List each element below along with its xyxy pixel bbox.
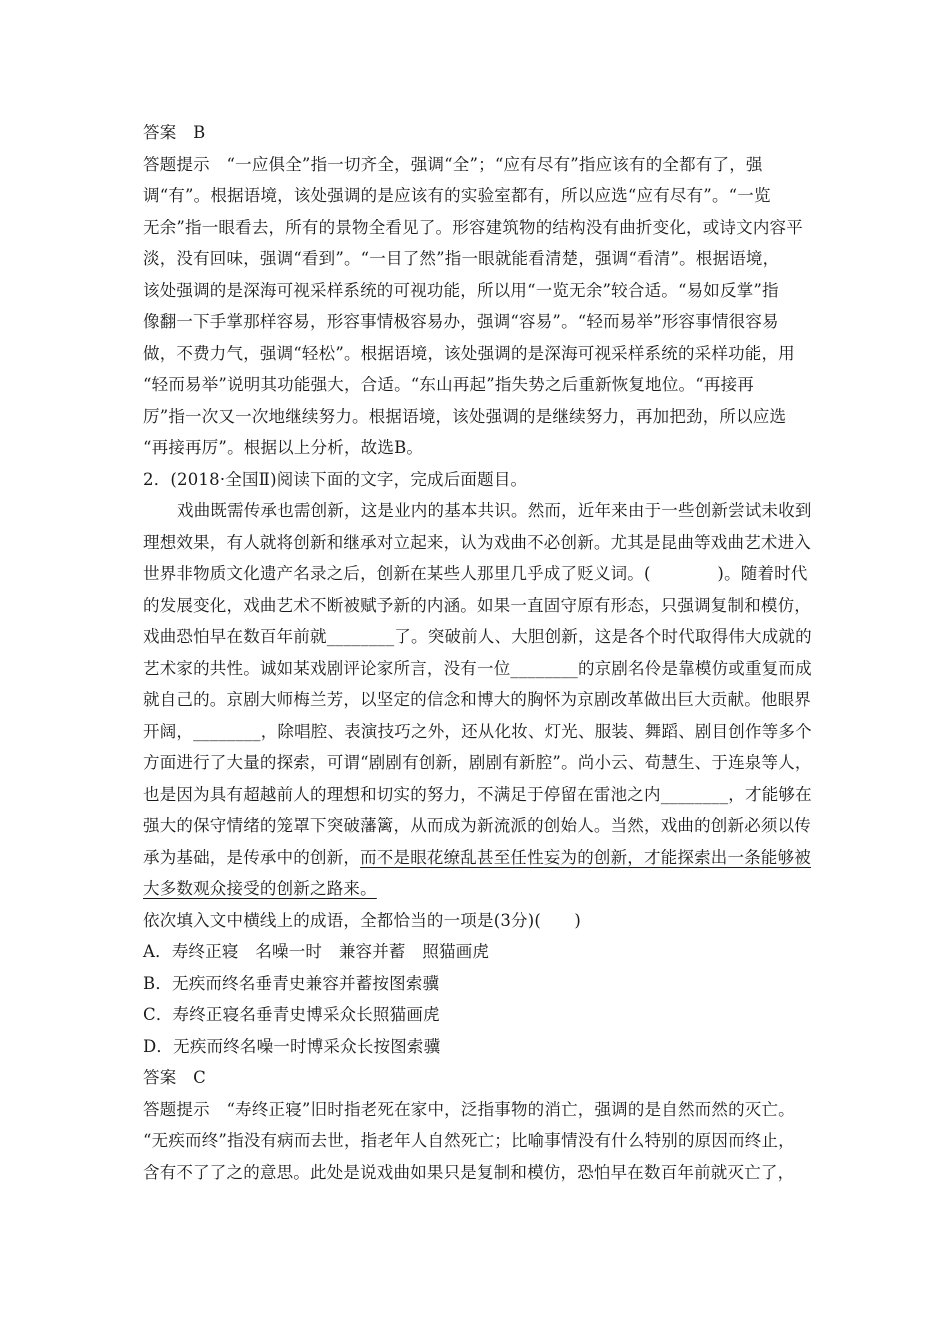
passage-line: 方面进行了大量的探索，可谓“剧剧有创新，剧剧有新腔”。尚小云、荀慧生、于连泉等人， (143, 753, 812, 772)
passage-line: 理想效果，有人就将创新和继承对立起来，认为戏曲不必创新。尤其是昆曲等戏曲艺术进入 (143, 532, 811, 552)
question-2-heading: 2．(2018·全国Ⅱ)阅读下面的文字，完成后面题目。 (143, 469, 528, 489)
answer-1-hint-line: “轻而易举”说明其功能强大，合适。“东山再起”指失势之后重新恢复地位。“再接再 (143, 375, 754, 394)
option-c: C．寿终正寝名垂青史博采众长照猫画虎 (143, 1005, 440, 1024)
passage-plain-text: 承为基础，是传承中的创新， (143, 847, 361, 867)
passage-line: 世界非物质文化遗产名录之后，创新在某些人那里几乎成了贬义词。( )。随着时代 (143, 564, 808, 583)
answer-1-label: 答案 B (143, 123, 206, 142)
passage-line: 开阔，________，除唱腔、表演技巧之外，还从化妆、灯光、服装、舞蹈、剧目创作等多个 (143, 721, 812, 741)
underlined-sentence: 大多数观众接受的创新之路来。 (143, 879, 377, 898)
document-page (143, 117, 815, 1188)
answer-1-hint-line: 该处强调的是深海可视采样系统的可视功能，所以用“一览无余”较合适。“易如反掌”指 (143, 280, 779, 300)
passage-line: 戏曲恐怕早在数百年前就________了。突破前人、大胆创新，这是各个时代取得伟大成就的 (143, 627, 812, 646)
passage-line: 就自己的。京剧大师梅兰芳，以坚定的信念和博大的胸怀为京剧改革做出巨大贡献。他眼界 (143, 690, 811, 709)
passage-line: 也是因为具有超越前人的理想和切实的努力，不满足于停留在雷池之内________，才能够在 (143, 784, 812, 804)
passage-line (143, 873, 815, 905)
answer-1-hint-line: “再接再厉”。根据以上分析，故选B。 (143, 438, 424, 457)
answer-2-hint-line: 含有不了了之的意思。此处是说戏曲如果只是复制和模仿，恐怕早在数百年前就灭亡了， (143, 1162, 795, 1182)
answer-1-hint-line: 无余”指一眼看去，所有的景物全看见了。形容建筑物的结构没有曲折变化，或诗文内容平 (143, 217, 803, 237)
answer-2-hint-line: “无疾而终”指没有病而去世，指老年人自然死亡；比喻事情没有什么特别的原因而终止， (143, 1131, 795, 1150)
question-2-prompt: 依次填入文中横线上的成语，全都恰当的一项是(3分)( ) (143, 910, 582, 930)
passage-line: 强大的保守情绪的笼罩下突破藩篱，从而成为新流派的创始人。当然，戏曲的创新必须以传 (143, 816, 811, 835)
answer-1-hint-line: 答题提示 “一应俱全”指一切齐全，强调“全”；“应有尽有”指应该有的全都有了，强 (143, 154, 763, 174)
answer-2-label: 答案 C (143, 1068, 206, 1087)
passage-line: 的发展变化，戏曲艺术不断被赋予新的内涵。如果一直固守原有形态，只强调复制和模仿， (143, 595, 811, 615)
option-a: A．寿终正寝 名噪一时 兼容并蓄 照猫画虎 (143, 942, 490, 961)
answer-1-hint-line: 做，不费力气，强调“轻松”。根据语境，该处强调的是深海可视采样系统的采样功能，用 (143, 343, 795, 363)
answer-1-hint-line: 淡，没有回味，强调“看到”。“一目了然”指一眼就能看清楚，强调“看清”。根据语境， (143, 249, 780, 268)
underlined-sentence: 而不是眼花缭乱甚至任性妄为的创新，才能探索出一条能够被 (360, 847, 812, 867)
answer-2-hint-line: 答题提示 “寿终正寝”旧时指老死在家中，泛指事物的消亡，强调的是自然而然的灭亡。 (143, 1099, 795, 1119)
option-d: D．无疾而终名噪一时博采众长按图索骥 (143, 1036, 441, 1056)
answer-1-hint-line: 厉”指一次又一次地继续努力。根据语境，该处强调的是继续努力，再加把劲，所以应选 (143, 406, 787, 426)
passage-line (143, 842, 815, 874)
answer-1-hint-line: 像翻一下手掌那样容易，形容事情极容易办，强调“容易”。“轻而易举”形容事情很容易 (143, 312, 779, 331)
answer-1-hint-line: 调“有”。根据语境，该处强调的是应该有的实验室都有，所以应选“应有尽有”。“一览 (143, 186, 771, 205)
option-b: B．无疾而终名垂青史兼容并蓄按图索骥 (143, 973, 440, 993)
passage-line: 戏曲既需传承也需创新，这是业内的基本共识。然而，近年来由于一些创新尝试未收到 (177, 501, 812, 520)
passage-line: 艺术家的共性。诚如某戏剧评论家所言，没有一位________的京剧名伶是靠模仿或重复而成 (143, 658, 812, 678)
